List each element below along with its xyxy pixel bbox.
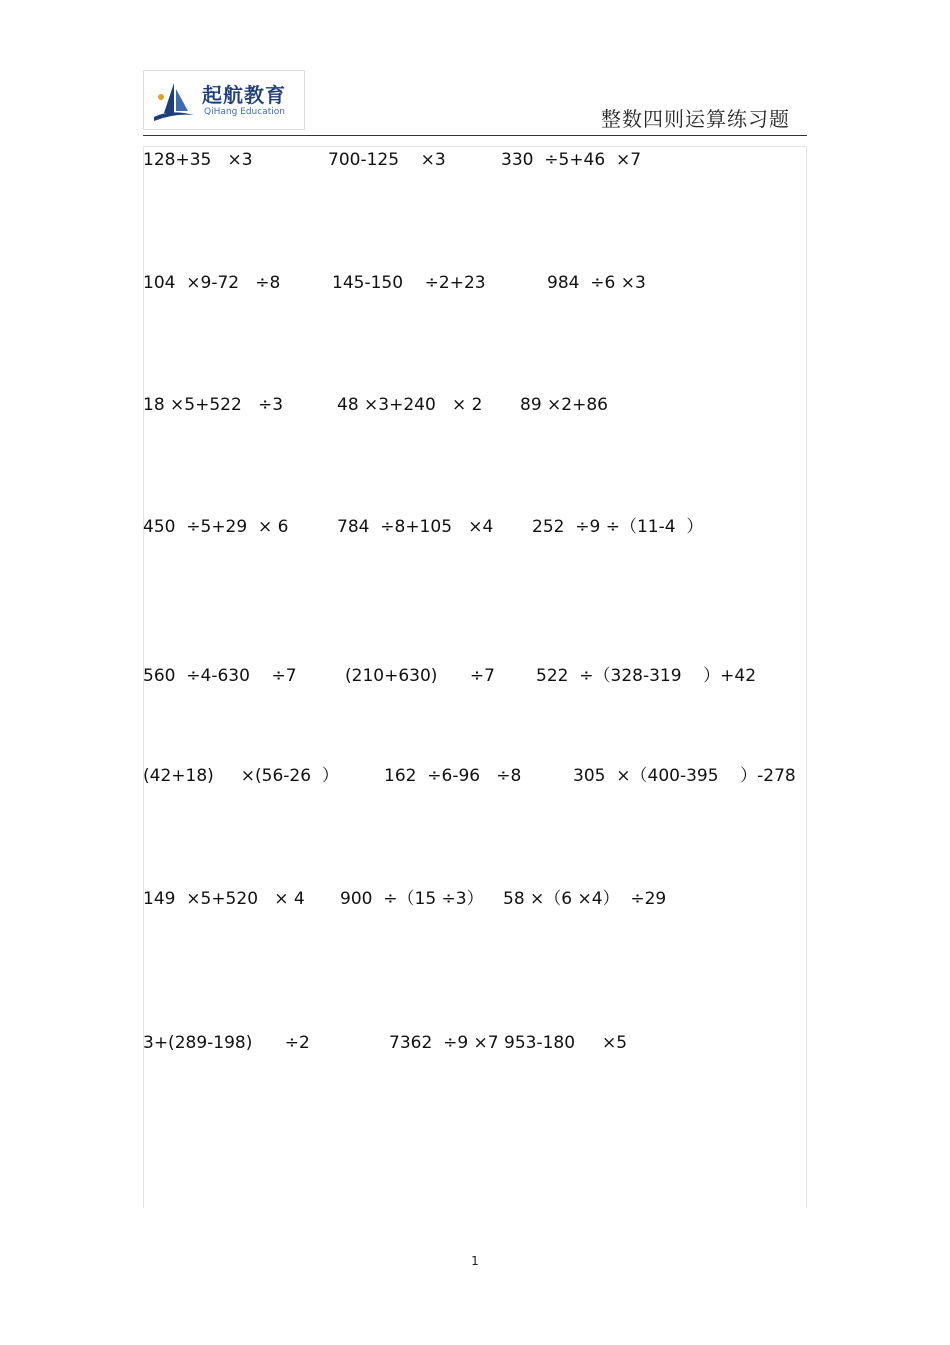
problem-2-3: 984 ÷6 ×3 [547, 273, 646, 293]
problem-7-3: 58 ×（6 ×4） ÷29 [503, 889, 667, 909]
problem-6-2: 162 ÷6-96 ÷8 [384, 766, 522, 786]
problem-3-1: 18 ×5+522 ÷3 [143, 395, 284, 415]
document-title: 整数四则运算练习题 [601, 107, 790, 131]
problem-4-2: 784 ÷8+105 ×4 [337, 517, 494, 537]
problem-8-1: 3+(289-198) ÷2 [143, 1033, 310, 1053]
problem-1-2: 700-125 ×3 [328, 150, 446, 170]
logo-chinese-name: 起航教育 [202, 83, 286, 107]
problem-5-3: 522 ÷（328-319 ）+42 [536, 666, 757, 686]
problem-2-2: 145-150 ÷2+23 [332, 273, 486, 293]
qihang-logo [143, 70, 305, 130]
problem-2-1: 104 ×9-72 ÷8 [143, 273, 281, 293]
page-number: 1 [471, 1254, 479, 1268]
problem-8-2: 7362 ÷9 ×7 953-180 ×5 [389, 1033, 628, 1053]
problem-3-2: 48 ×3+240 × 2 [337, 395, 483, 415]
header-divider [143, 135, 807, 136]
problem-1-1: 128+35 ×3 [143, 150, 253, 170]
problem-1-3: 330 ÷5+46 ×7 [501, 150, 642, 170]
problem-3-3: 89 ×2+86 [520, 395, 608, 415]
problem-4-3: 252 ÷9 ÷（11-4 ） [532, 517, 704, 537]
problem-5-1: 560 ÷4-630 ÷7 [143, 666, 297, 686]
problem-7-2: 900 ÷（15 ÷3） [340, 889, 484, 909]
problem-4-1: 450 ÷5+29 × 6 [143, 517, 289, 537]
logo-english-name: QiHang Education [204, 107, 285, 117]
problem-6-1: (42+18) ×(56-26 ） [143, 766, 339, 786]
sailboat-logo-icon [150, 79, 198, 123]
problem-5-2: (210+630) ÷7 [345, 666, 495, 686]
problem-6-3: 305 ×（400-395 ）-278 [573, 766, 796, 786]
problem-7-1: 149 ×5+520 × 4 [143, 889, 305, 909]
